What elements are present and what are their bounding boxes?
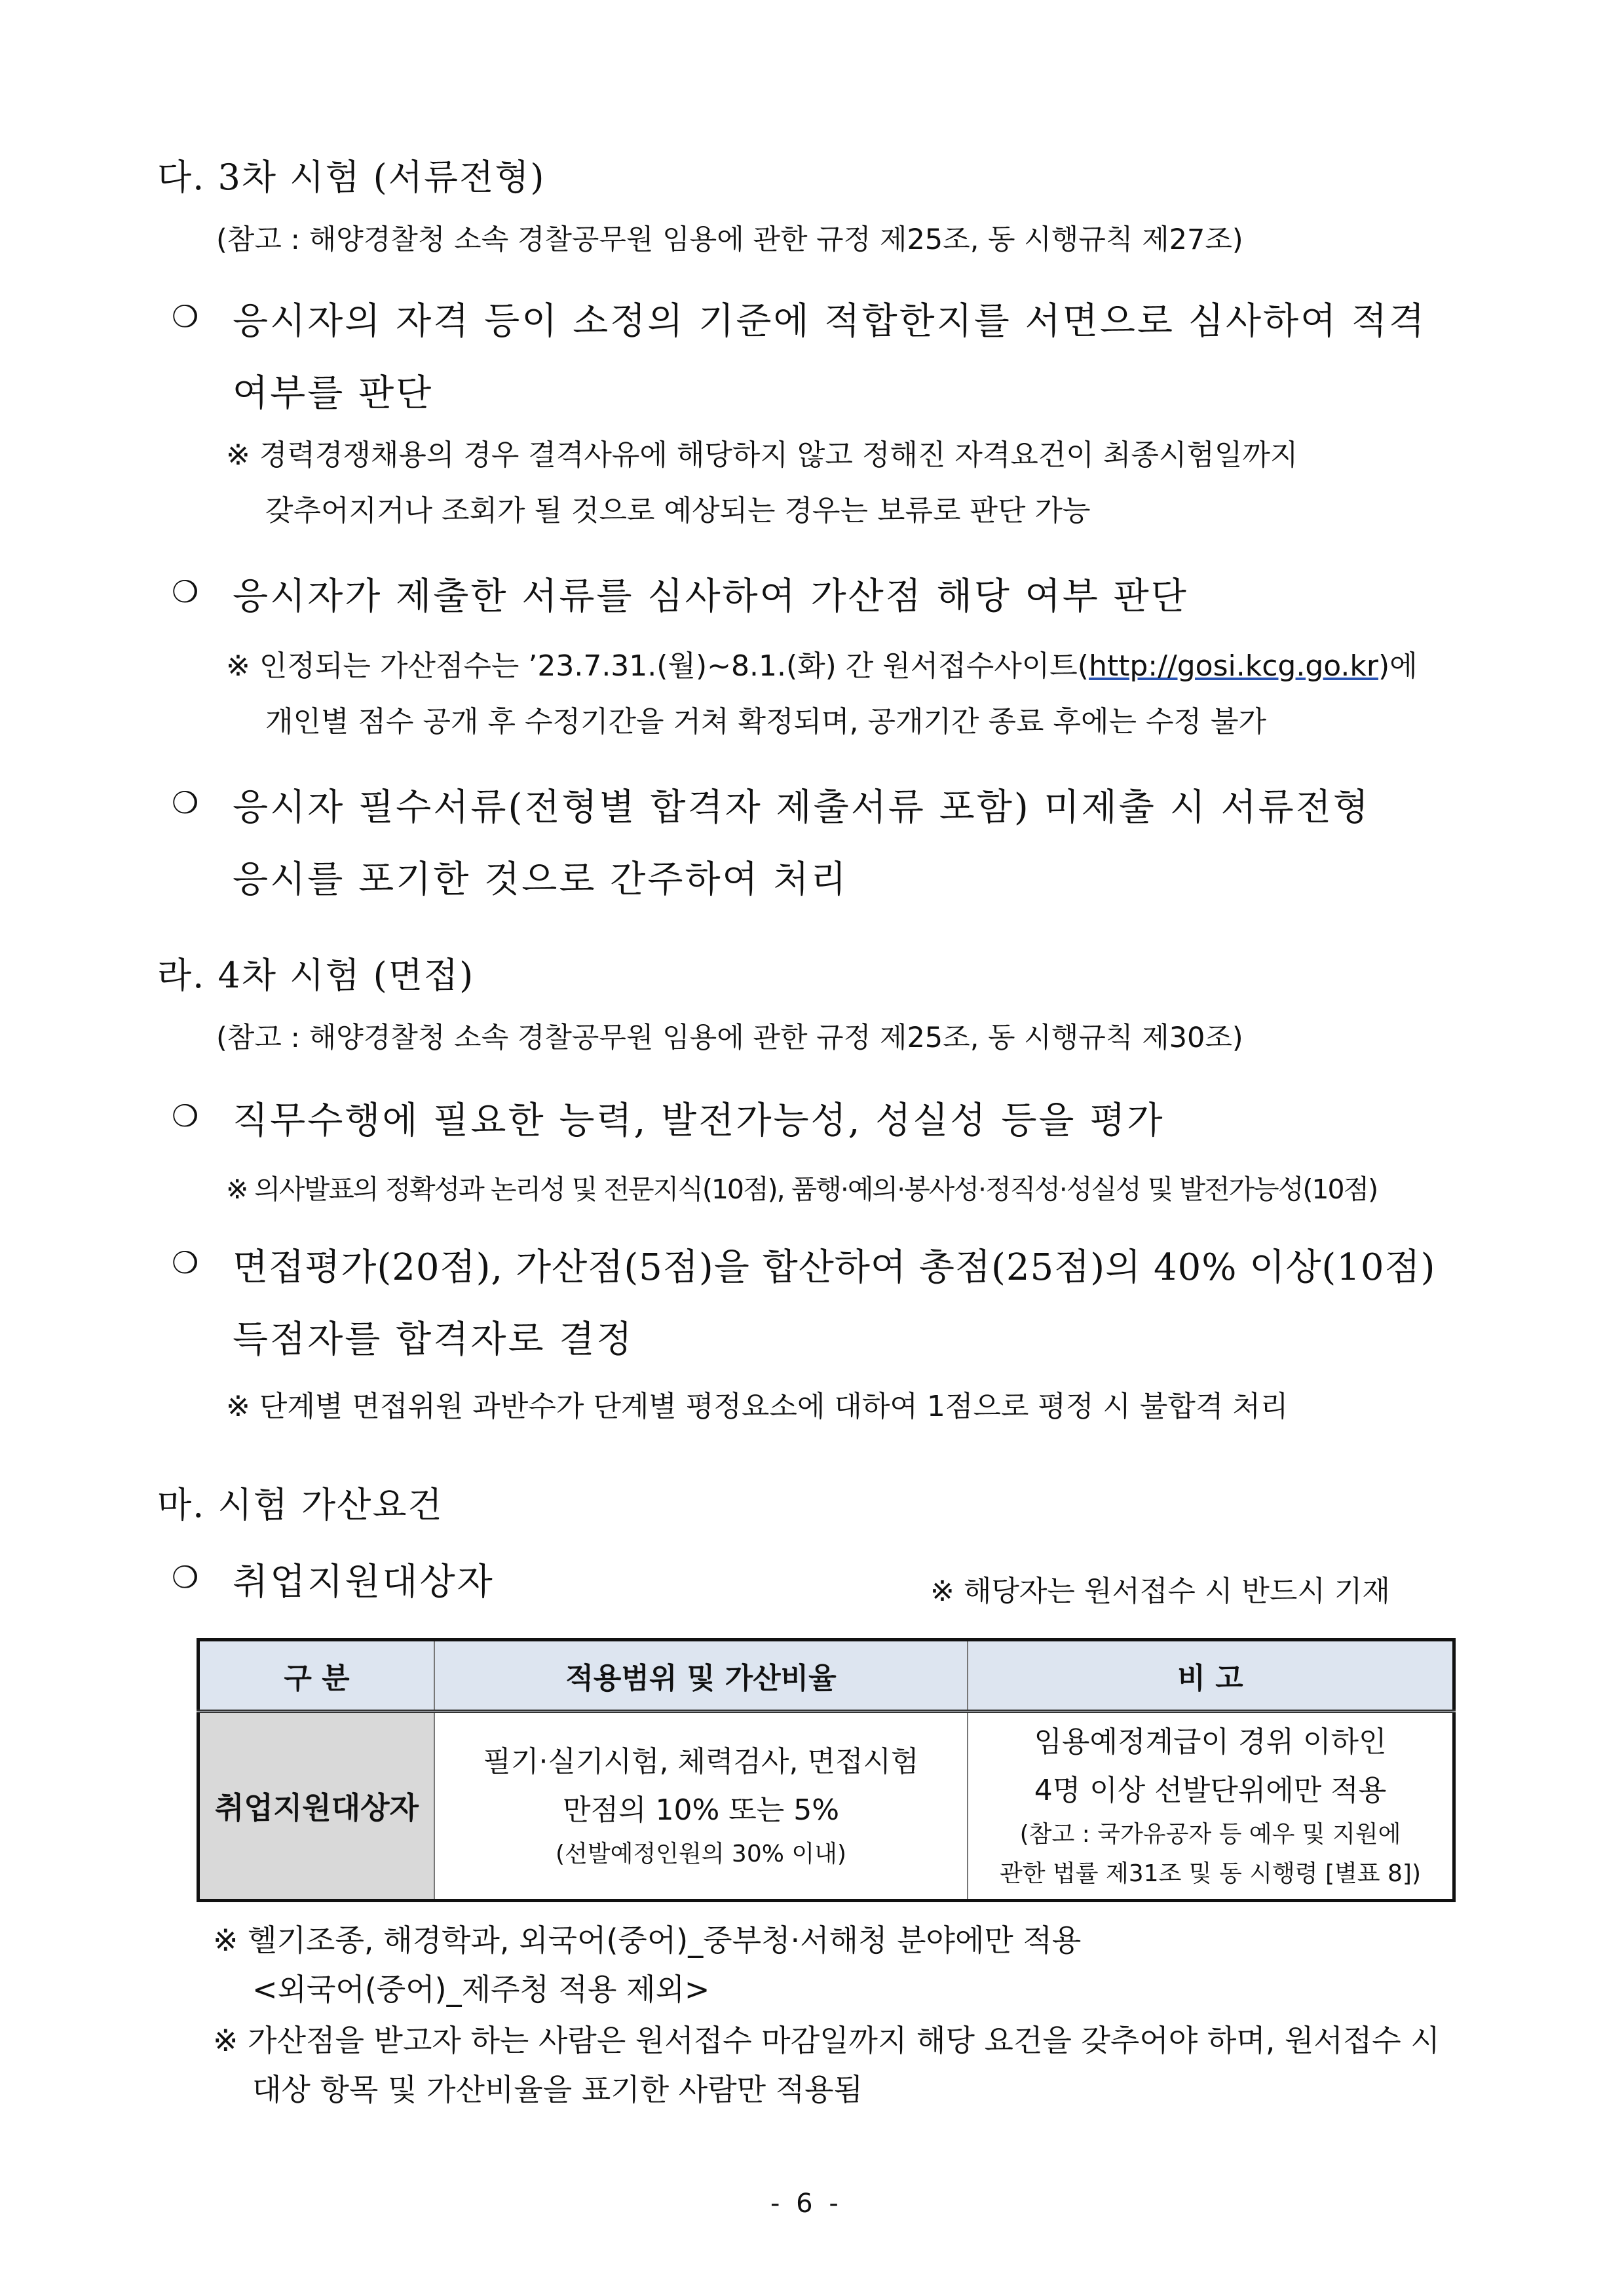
remark-note: (참고 : 국가유공자 등 예우 및 지원에 (1019, 1821, 1401, 1848)
note-text: ※ 헬기조종, 해경학과, 외국어(중어)_중부청·서해청 분야에만 적용 (213, 1923, 1082, 1958)
note-text-suffix: )에 (1378, 649, 1418, 683)
bullet-text-continued: 응시를 포기한 것으로 간주하여 처리 (233, 858, 848, 901)
page-number: - 6 - (770, 2189, 842, 2219)
table-header-row (198, 1640, 1454, 1712)
bullet-text: 응시자 필수서류(전형별 합격자 제출서류 포함) 미제출 시 서류전형 (233, 786, 1370, 829)
table-row (198, 1712, 1454, 1901)
table-row-label: 취업지원대상자 (198, 1712, 435, 1901)
table-cell-remark (968, 1712, 1454, 1901)
bullet-circle-icon: ❍ (172, 299, 199, 334)
scope-note: (선발예정인원의 30% 이내) (556, 1841, 846, 1867)
bullet-text-continued: 여부를 판단 (233, 372, 434, 415)
application-site-link[interactable]: http://gosi.kcg.go.kr (1088, 649, 1378, 683)
bullet-side-note: ※ 해당자는 원서접수 시 반드시 기재 (930, 1575, 1390, 1608)
table-header-cell: 구 분 (198, 1640, 435, 1712)
bullet-circle-icon: ❍ (172, 1245, 199, 1280)
note-text (226, 642, 1418, 684)
bullet-text: 면접평가(20점), 가산점(5점)을 합산하여 총점(25점)의 40% 이상(10점) (233, 1246, 1436, 1289)
section-reference-da: (참고 : 해양경찰청 소속 경찰공무원 임용에 관한 규정 제25조, 동 시행규칙 제27조) (216, 223, 1243, 256)
note-text-prefix: ※ 인정되는 가산점수는 ’23.7.31.(월)~8.1.(화) 간 원서접수사이트( (226, 649, 1089, 683)
table-header-cell: 비 고 (968, 1640, 1454, 1712)
note-text-continued: 갖추어지거나 조회가 될 것으로 예상되는 경우는 보류로 판단 가능 (265, 494, 1091, 527)
bullet-text: 응시자의 자격 등이 소정의 기준에 적합한지를 서면으로 심사하여 적격 (233, 300, 1427, 343)
table-cell-scope (434, 1712, 968, 1901)
scope-line: 필기·실기시험, 체력검사, 면접시험 (483, 1745, 919, 1778)
bullet-text: 응시자가 제출한 서류를 심사하여 가산점 해당 여부 판단 (233, 575, 1188, 618)
note-text: ※ 단계별 면접위원 과반수가 단계별 평정요소에 대하여 1점으로 평정 시 불합격 처리 (226, 1390, 1289, 1423)
bullet-circle-icon: ❍ (172, 785, 199, 820)
bullet-circle-icon: ❍ (172, 1559, 199, 1595)
bonus-points-table (197, 1638, 1456, 1902)
table-header-cell: 적용범위 및 가산비율 (434, 1640, 968, 1712)
section-reference-ra: (참고 : 해양경찰청 소속 경찰공무원 임용에 관한 규정 제25조, 동 시행규칙 제30조) (216, 1022, 1243, 1054)
note-text: ※ 가산점을 받고자 하는 사람은 원서접수 마감일까지 해당 요건을 갖추어야 하며, 원서접수 시 (213, 2023, 1440, 2058)
note-text-continued: <외국어(중어)_제주청 적용 제외> (252, 1972, 710, 2007)
remark-note: 관한 법률 제31조 및 동 시행령 [별표 8]) (999, 1860, 1422, 1887)
section-heading-bonus-requirements: 마. 시험 가산요건 (157, 1484, 444, 1525)
bullet-text: 취업지원대상자 (233, 1561, 495, 1603)
remark-line: 임용예정계급이 경위 이하인 (1034, 1725, 1387, 1759)
bullet-circle-icon: ❍ (172, 1098, 199, 1134)
section-heading-interview: 라. 4차 시험 (면접) (157, 955, 475, 996)
note-text: ※ 경력경쟁채용의 경우 결격사유에 해당하지 않고 정해진 자격요건이 최종시험일까지 (226, 438, 1298, 472)
remark-line: 4명 이상 선발단위에만 적용 (1034, 1774, 1387, 1807)
note-text-continued: 개인별 점수 공개 후 수정기간을 거쳐 확정되며, 공개기간 종료 후에는 수정 불가 (265, 705, 1266, 738)
bullet-text: 직무수행에 필요한 능력, 발전가능성, 성실성 등을 평가 (233, 1100, 1165, 1142)
bullet-circle-icon: ❍ (172, 574, 199, 609)
scope-line: 만점의 10% 또는 5% (562, 1793, 840, 1827)
note-text-continued: 대상 항목 및 가산비율을 표기한 사람만 적용됨 (252, 2072, 863, 2107)
note-text: ※ 의사발표의 정확성과 논리성 및 전문지식(10점), 품행·예의·봉사성·정직성·성실성 및 발전가능성(10점) (226, 1174, 1378, 1205)
section-heading-document-screening: 다. 3차 시험 (서류전형) (157, 157, 546, 198)
bullet-text-continued: 득점자를 합격자로 결정 (233, 1318, 634, 1361)
